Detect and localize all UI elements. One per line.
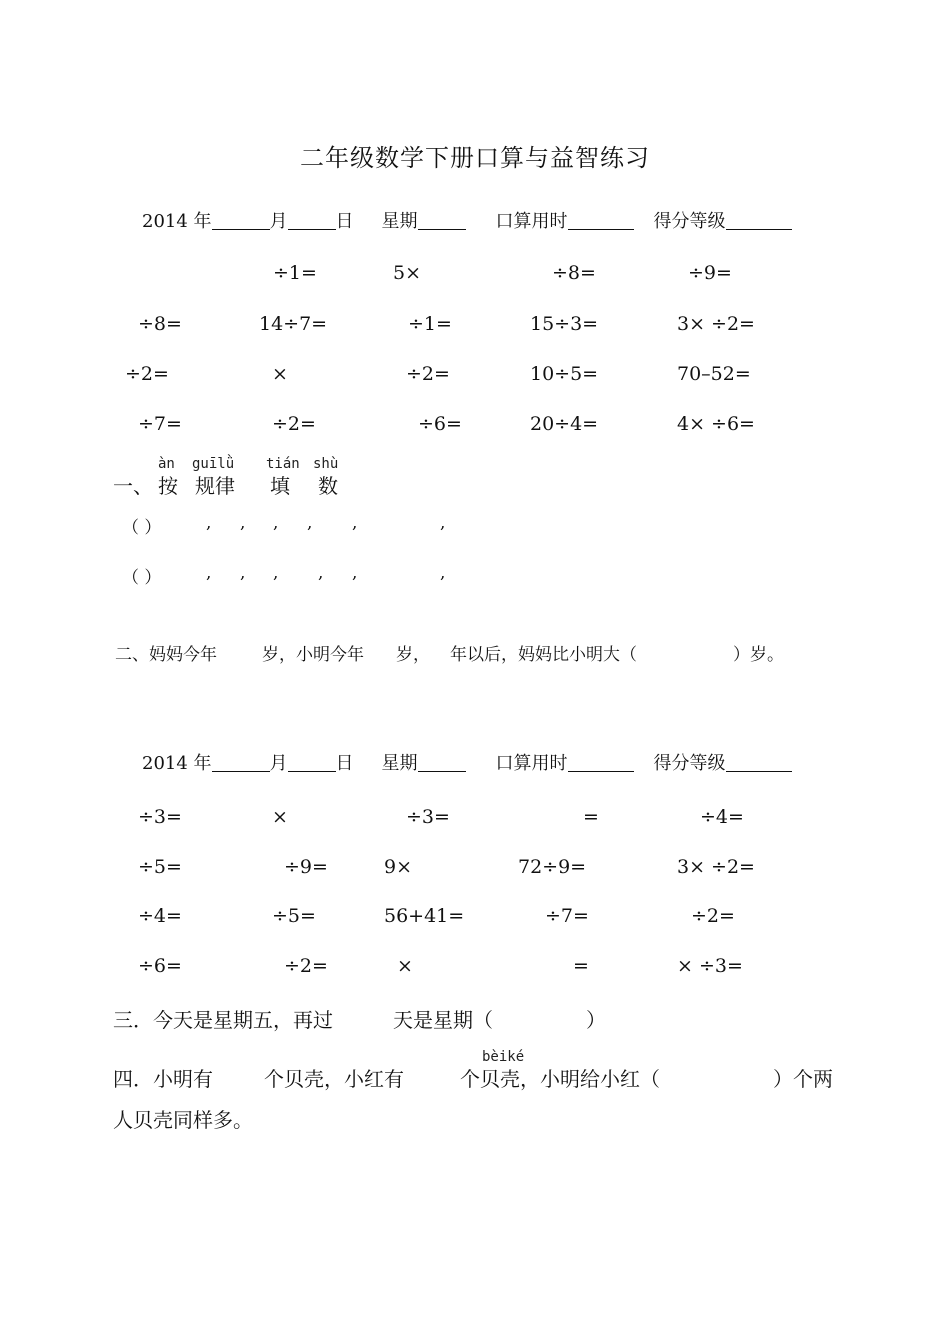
section-2-text: 岁，小明今年 bbox=[262, 645, 364, 665]
problem: × ÷3= bbox=[677, 955, 743, 977]
section-2-text: 岁， bbox=[396, 645, 430, 665]
problem: ÷2= bbox=[125, 363, 169, 385]
year-label: 2014 年 bbox=[142, 211, 212, 232]
problem: × bbox=[272, 363, 288, 385]
problem: ÷6= bbox=[418, 413, 462, 435]
problem: ÷5= bbox=[138, 856, 182, 878]
sequence-comma: , bbox=[318, 563, 324, 583]
month-blank[interactable] bbox=[212, 211, 270, 230]
section-1-char: 按 bbox=[158, 474, 178, 498]
time-blank[interactable] bbox=[568, 753, 634, 772]
day-label: 日 bbox=[335, 211, 354, 232]
pinyin-an: àn bbox=[158, 456, 175, 472]
section-4-line2: 人贝壳同样多。 bbox=[113, 1108, 253, 1132]
section-4-text: 个贝壳，小明给小红（ bbox=[460, 1067, 660, 1091]
problem: ÷4= bbox=[700, 806, 744, 828]
problem: ÷2= bbox=[284, 955, 328, 977]
time-label: 口算用时 bbox=[495, 211, 568, 232]
problem: 3× ÷2= bbox=[677, 856, 755, 878]
time-blank[interactable] bbox=[568, 211, 634, 230]
month-blank[interactable] bbox=[212, 753, 270, 772]
header-row-2 bbox=[142, 749, 792, 775]
sequence-comma: , bbox=[240, 563, 246, 583]
sequence-comma: , bbox=[240, 513, 246, 533]
problem: ÷5= bbox=[272, 905, 316, 927]
grade-blank[interactable] bbox=[726, 211, 792, 230]
sequence-comma: , bbox=[206, 513, 212, 533]
day-blank[interactable] bbox=[288, 211, 336, 230]
section-4-text: ）个两 bbox=[773, 1067, 833, 1091]
sequence-comma: , bbox=[273, 513, 279, 533]
problem: ÷1= bbox=[273, 262, 317, 284]
sequence-comma: , bbox=[206, 563, 212, 583]
pinyin-guilv: guīlǜ bbox=[192, 456, 235, 472]
section-1-char: 填 bbox=[270, 474, 290, 498]
sequence-comma: , bbox=[307, 513, 313, 533]
problem: 70–52= bbox=[677, 363, 751, 385]
problem: 56+41= bbox=[384, 905, 465, 927]
problem: ÷9= bbox=[284, 856, 328, 878]
problem: 15÷3= bbox=[530, 313, 599, 335]
problem: ÷6= bbox=[138, 955, 182, 977]
weekday-blank[interactable] bbox=[418, 753, 466, 772]
sequence-comma: , bbox=[273, 563, 279, 583]
grade-label: 得分等级 bbox=[653, 753, 726, 774]
time-label: 口算用时 bbox=[495, 753, 568, 774]
grade-label: 得分等级 bbox=[653, 211, 726, 232]
pinyin-beike: bèiké bbox=[482, 1049, 525, 1065]
problem: = bbox=[583, 806, 599, 828]
grade-blank[interactable] bbox=[726, 753, 792, 772]
pinyin-tian: tián bbox=[266, 456, 300, 472]
problem: ÷8= bbox=[552, 262, 596, 284]
sequence-paren: （ ） bbox=[122, 518, 162, 538]
section-3-text: ） bbox=[586, 1008, 606, 1032]
problem: ÷3= bbox=[406, 806, 450, 828]
problem: × bbox=[397, 955, 413, 977]
section-3-text: 三．今天是星期五，再过 bbox=[113, 1008, 333, 1032]
problem: 3× ÷2= bbox=[677, 313, 755, 335]
page-title: 二年级数学下册口算与益智练习 bbox=[300, 144, 650, 172]
section-1-prefix: 一、 bbox=[113, 474, 153, 498]
section-1-char: 规律 bbox=[195, 474, 235, 498]
sequence-comma: , bbox=[440, 563, 446, 583]
day-label: 日 bbox=[335, 753, 354, 774]
problem: ÷2= bbox=[406, 363, 450, 385]
section-2-text: 二、妈妈今年 bbox=[115, 645, 217, 665]
section-2-text: ）岁。 bbox=[733, 645, 784, 665]
problem: 4× ÷6= bbox=[677, 413, 755, 435]
sequence-comma: , bbox=[352, 513, 358, 533]
problem: ÷7= bbox=[545, 905, 589, 927]
problem: ÷9= bbox=[688, 262, 732, 284]
day-blank[interactable] bbox=[288, 753, 336, 772]
year-label: 2014 年 bbox=[142, 753, 212, 774]
problem: ÷3= bbox=[138, 806, 182, 828]
section-4-text: 个贝壳，小红有 bbox=[264, 1067, 404, 1091]
problem: 20÷4= bbox=[530, 413, 599, 435]
section-4-text: 四．小明有 bbox=[113, 1067, 213, 1091]
problem: = bbox=[573, 955, 589, 977]
sequence-paren: （ ） bbox=[122, 568, 162, 588]
section-3-text: 天是星期（ bbox=[393, 1008, 493, 1032]
problem: 10÷5= bbox=[530, 363, 599, 385]
problem: ÷2= bbox=[691, 905, 735, 927]
weekday-label: 星期 bbox=[381, 211, 418, 232]
section-1-char: 数 bbox=[318, 474, 338, 498]
month-label: 月 bbox=[269, 211, 288, 232]
problem: ÷2= bbox=[272, 413, 316, 435]
problem: × bbox=[272, 806, 288, 828]
sequence-comma: , bbox=[440, 513, 446, 533]
section-2-text: 年以后，妈妈比小明大（ bbox=[450, 645, 637, 665]
problem: ÷4= bbox=[138, 905, 182, 927]
weekday-label: 星期 bbox=[381, 753, 418, 774]
problem: 5× bbox=[393, 262, 422, 284]
weekday-blank[interactable] bbox=[418, 211, 466, 230]
pinyin-shu: shù bbox=[313, 456, 339, 472]
sequence-comma: , bbox=[352, 563, 358, 583]
problem: 14÷7= bbox=[259, 313, 328, 335]
problem: 9× bbox=[384, 856, 413, 878]
header-row-1 bbox=[142, 207, 792, 233]
problem: ÷8= bbox=[138, 313, 182, 335]
month-label: 月 bbox=[269, 753, 288, 774]
problem: 72÷9= bbox=[518, 856, 587, 878]
problem: ÷1= bbox=[408, 313, 452, 335]
problem: ÷7= bbox=[138, 413, 182, 435]
